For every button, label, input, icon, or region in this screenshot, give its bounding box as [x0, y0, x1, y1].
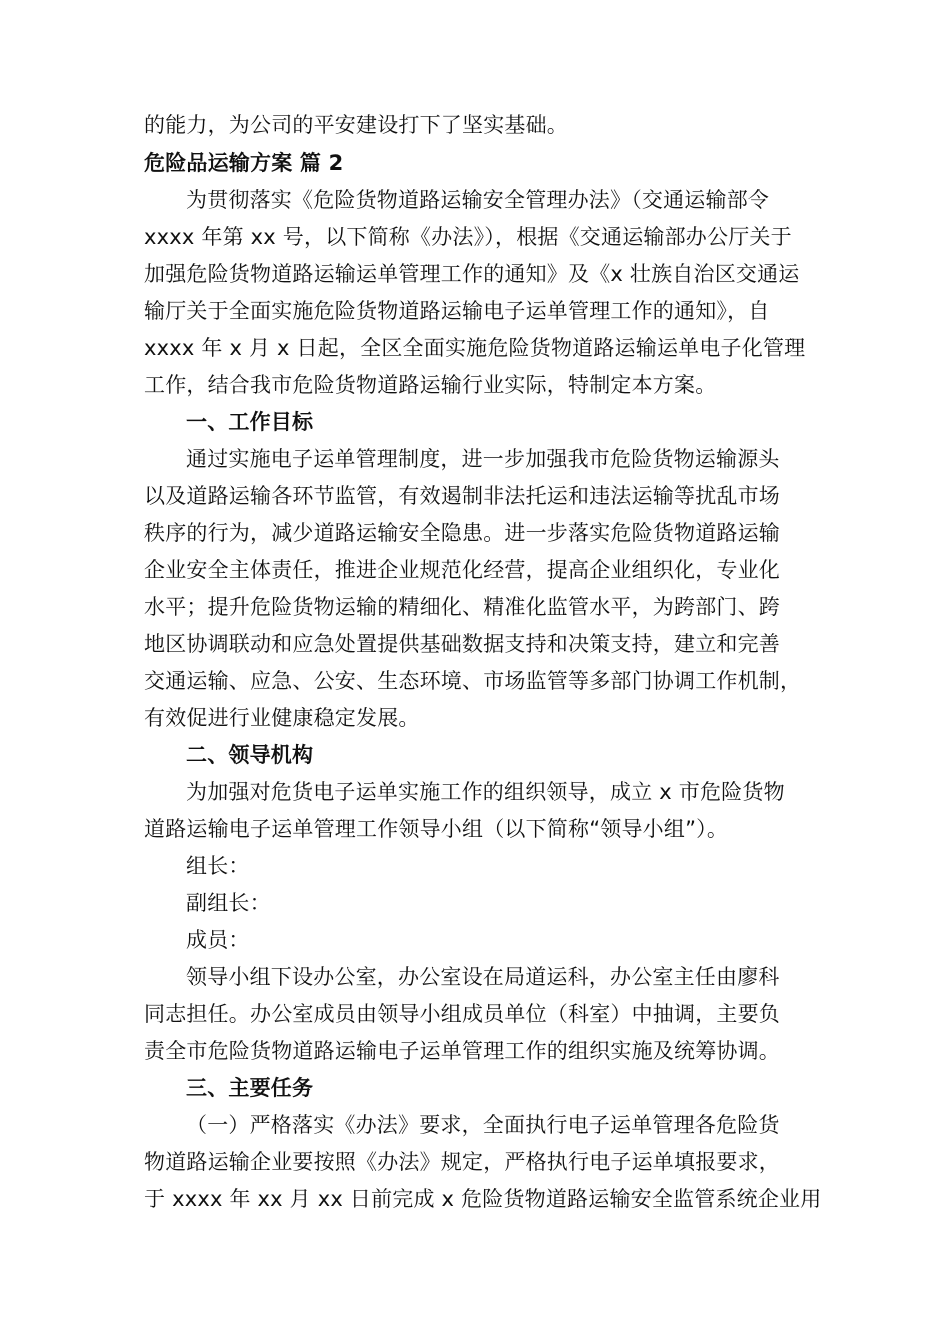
paragraph-line: 地区协调联动和应急处置提供基础数据支持和决策支持，建立和完善 [144, 632, 780, 656]
paragraph-line: 的能力，为公司的平安建设打下了坚实基础。 [144, 113, 568, 137]
paragraph-line: 秩序的行为，减少道路运输安全隐患。进一步落实危险货物道路运输 [144, 521, 780, 545]
members-label: 成员： [186, 928, 250, 952]
paragraph-line: 于 xxxx 年 xx 月 xx 日前完成 x 危险货物道路运输安全监管系统企业用 [144, 1187, 822, 1211]
paragraph-line: 输厅关于全面实施危险货物道路运输电子运单管理工作的通知》，自 [144, 299, 770, 323]
paragraph-line: 交通运输、应急、公安、生态环境、市场监管等多部门协调工作机制， [144, 669, 802, 693]
paragraph-line: xxxx 年 x 月 x 日起，全区全面实施危险货物道路运输运单电子化管理 [144, 336, 806, 360]
paragraph-line: （一）严格落实《办法》要求，全面执行电子运单管理各危险货 [186, 1113, 780, 1137]
leader-label: 组长： [186, 854, 250, 878]
paragraph-line: 加强危险货物道路运输运单管理工作的通知》及《x 壮族自治区交通运 [144, 262, 800, 286]
paragraph-line: 有效促进行业健康稳定发展。 [144, 706, 420, 730]
heading-main-tasks: 三、主要任务 [186, 1076, 314, 1100]
paragraph-line: 为贯彻落实《危险货物道路运输安全管理办法》（交通运输部令 [186, 188, 770, 212]
paragraph-line: xxxx 年第 xx 号，以下简称《办法》），根据《交通运输部办公厅关于 [144, 225, 792, 249]
heading-work-goals: 一、工作目标 [186, 410, 314, 434]
paragraph-line: 工作，结合我市危险货物道路运输行业实际，特制定本方案。 [144, 373, 717, 397]
paragraph-line: 道路运输电子运单管理工作领导小组（以下简称“领导小组”）。 [144, 817, 729, 841]
section-title: 危险品运输方案 篇 2 [144, 151, 344, 175]
paragraph-line: 水平；提升危险货物运输的精细化、精准化监管水平，为跨部门、跨 [144, 595, 780, 619]
paragraph-line: 领导小组下设办公室，办公室设在局道运科，办公室主任由廖科 [186, 965, 780, 989]
paragraph-line: 为加强对危货电子运单实施工作的组织领导，成立 x 市危险货物 [186, 780, 785, 804]
paragraph-line: 企业安全主体责任，推进企业规范化经营，提高企业组织化，专业化 [144, 558, 780, 582]
paragraph-line: 责全市危险货物道路运输电子运单管理工作的组织实施及统筹协调。 [144, 1039, 780, 1063]
paragraph-line: 通过实施电子运单管理制度，进一步加强我市危险货物运输源头 [186, 447, 780, 471]
paragraph-line: 以及道路运输各环节监管，有效遏制非法托运和违法运输等扰乱市场 [144, 484, 780, 508]
paragraph-line: 同志担任。办公室成员由领导小组成员单位（科室）中抽调，主要负 [144, 1002, 780, 1026]
paragraph-line: 物道路运输企业要按照《办法》规定，严格执行电子运单填报要求， [144, 1150, 780, 1174]
heading-leadership: 二、领导机构 [186, 743, 314, 767]
deputy-leader-label: 副组长： [186, 891, 271, 915]
